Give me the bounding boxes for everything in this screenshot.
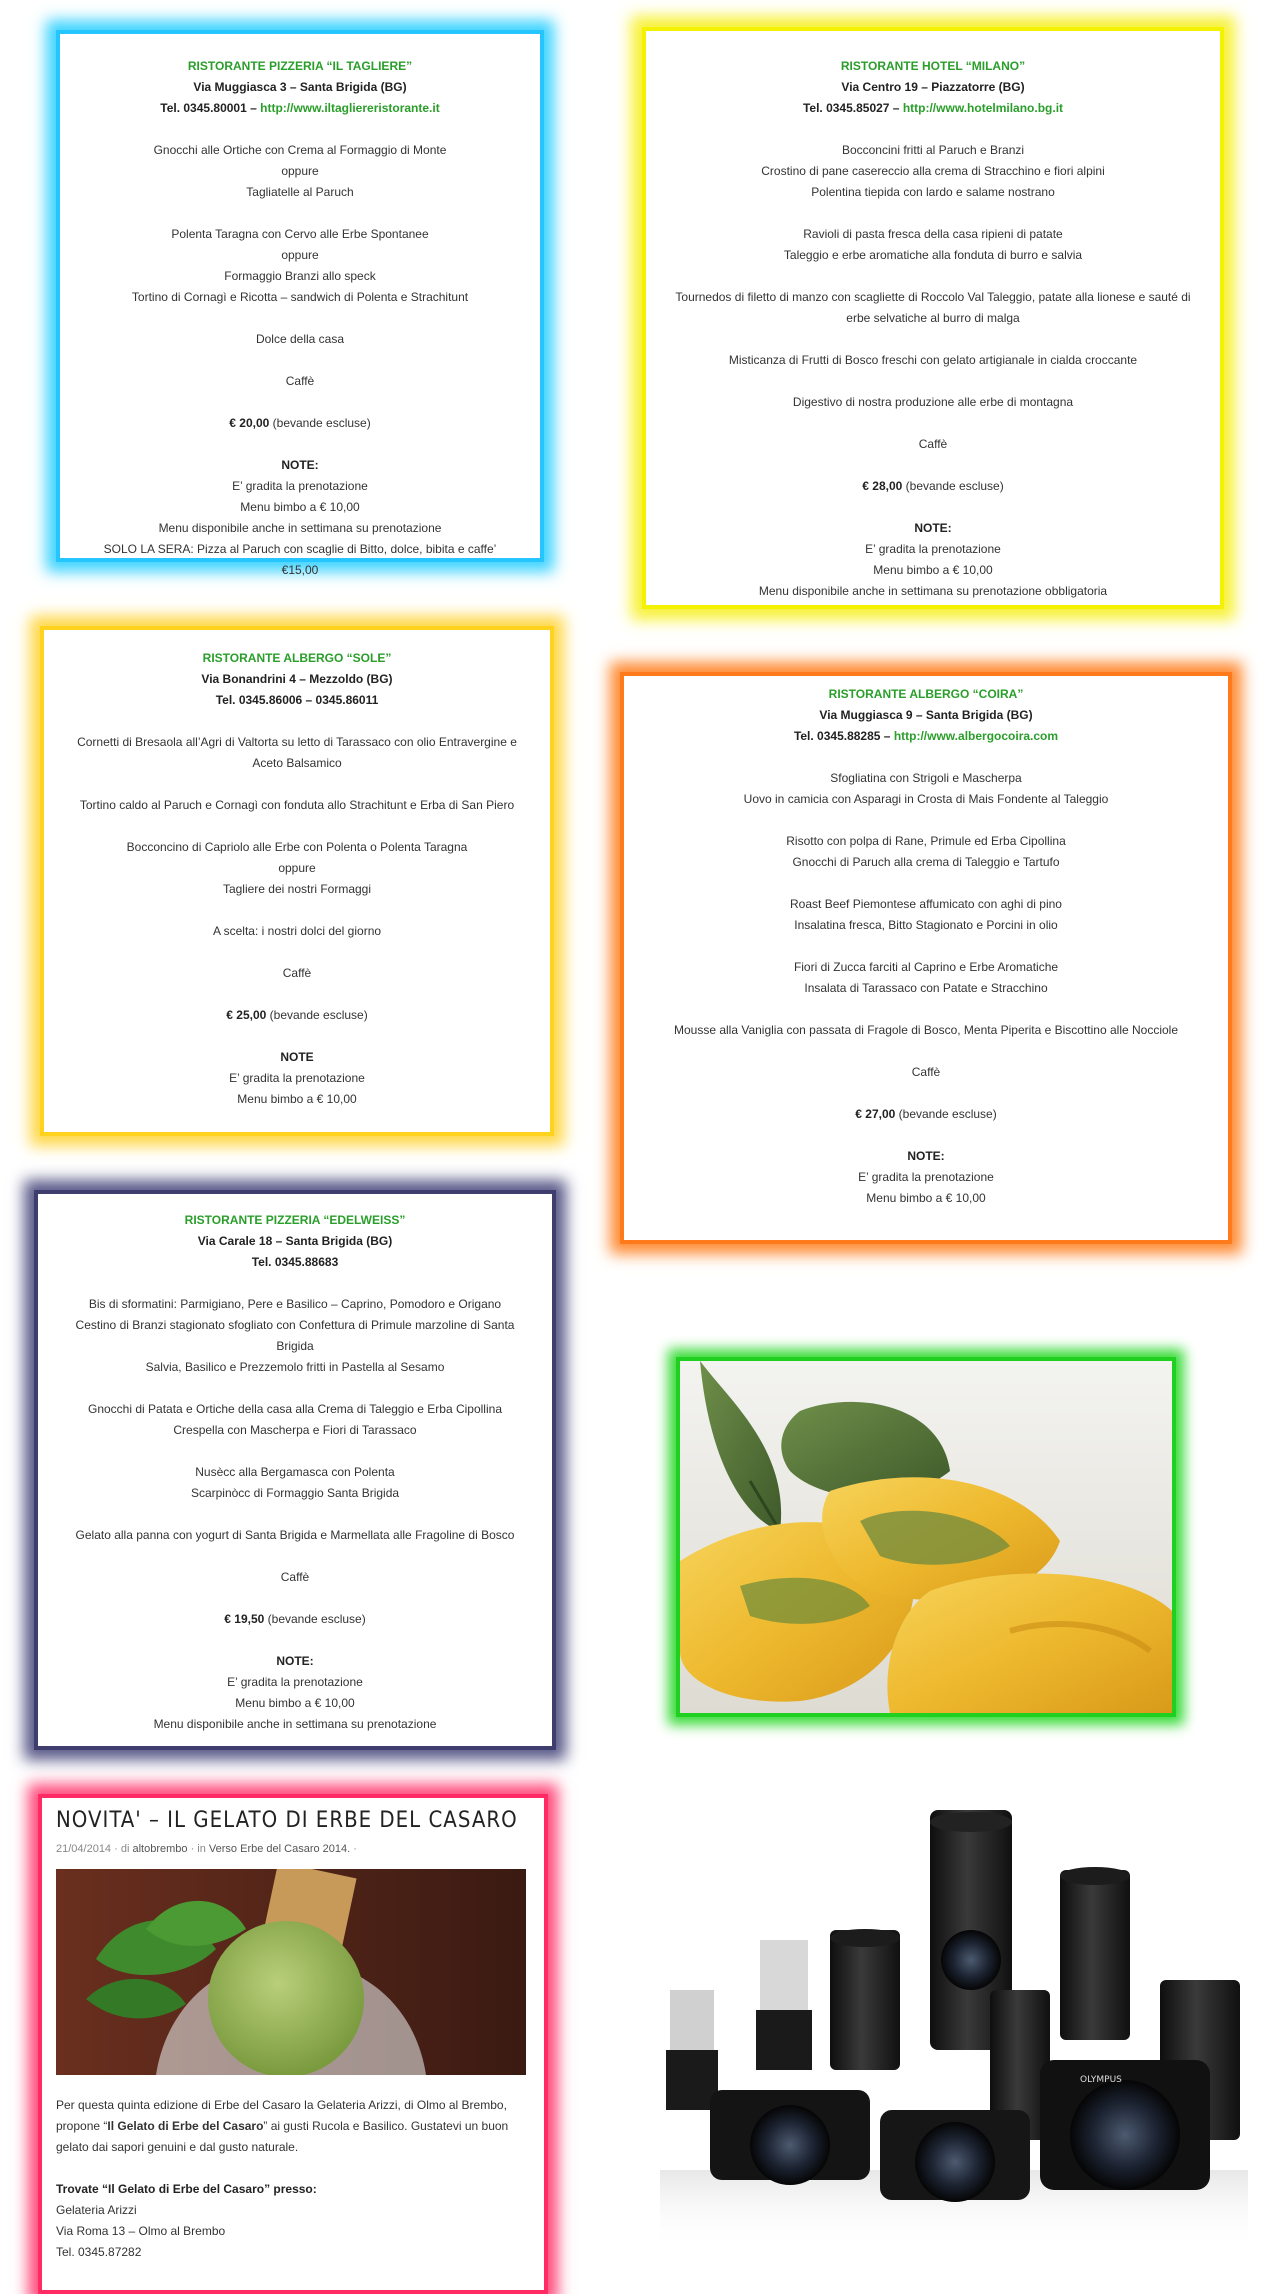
restaurant-phone: Tel. 0345.86006 – 0345.86011 xyxy=(215,693,379,707)
menu-spacer xyxy=(68,942,526,963)
restaurant-name: RISTORANTE PIZZERIA “IL TAGLIERE” xyxy=(187,59,413,73)
menu-line: Tagliatelle al Paruch xyxy=(246,185,354,199)
menu-line: Caffè xyxy=(918,437,948,451)
menu-line: Fiori di Zucca farciti al Caprino e Erbe Aromatiche xyxy=(793,960,1059,974)
shop-name: Gelateria Arizzi xyxy=(56,2203,137,2217)
menu-line: Caffè xyxy=(285,374,315,388)
menu-card-coira xyxy=(620,672,1232,1244)
menu-line: Gnocchi di Paruch alla crema di Taleggio e Tartufo xyxy=(792,855,1060,869)
restaurant-phone: Tel. 0345.85027 – xyxy=(802,101,900,115)
news-find-label: Trovate “Il Gelato di Erbe del Casaro” presso: xyxy=(56,2182,317,2196)
menu-line: Insalata di Tarassaco con Patate e Stracchino xyxy=(804,981,1048,995)
menu-line: Taleggio e erbe aromatiche alla fonduta di burro e salvia xyxy=(783,248,1083,262)
news-intro: Per questa quinta edizione di Erbe del Casaro la Gelateria Arizzi, di Olmo al Brembo, propone “Il Gelato di Erbe del Casaro” ai gusti Rucola e Basilico. Gustatevi un buon gelato dai sapori genuini e dal gusto naturale. xyxy=(56,2098,509,2154)
menu-line: Bis di sformatini: Parmigiano, Pere e Basilico – Caprino, Pomodoro e Origano xyxy=(88,1297,502,1311)
menu-line: SOLO LA SERA: Pizza al Paruch con scaglie di Bitto, dolce, bibita e caffe’ €15,00 xyxy=(103,542,497,577)
news-author-link[interactable]: altobrembo xyxy=(132,1843,188,1855)
menu-spacer xyxy=(84,308,516,329)
menu-line: Sfogliatina con Strigoli e Mascherpa xyxy=(830,771,1022,785)
menu-line: E’ gradita la prenotazione xyxy=(227,1675,363,1689)
restaurant-phone-line xyxy=(648,726,1204,747)
menu-card-milano xyxy=(642,27,1224,609)
menu-spacer xyxy=(62,1546,528,1567)
menu-line: Cornetti di Bresaola all’Agri di Valtorta su letto di Tarassaco con olio Entravergine e Aceto Balsamico xyxy=(77,735,517,770)
menu-line: Bocconcino di Capriolo alle Erbe con Polenta o Polenta Taragna xyxy=(126,840,468,854)
notes-list xyxy=(68,1068,526,1110)
menu-line: Polenta Taragna con Cervo alle Erbe Spontanee xyxy=(171,227,429,241)
camera-lenses-illustration xyxy=(660,1810,1248,2250)
menu-line: Polentina tiepida con lardo e salame nostrano xyxy=(811,185,1055,199)
menu-spacer xyxy=(68,774,526,795)
menu-line: Tortino di Cornagì e Ricotta – sandwich di Polenta e Strachitunt xyxy=(131,290,469,304)
menu-line: Gnocchi di Patata e Ortiche della casa alla Crema di Taleggio e Erba Cipollina xyxy=(87,1402,502,1416)
menu-line: E’ gradita la prenotazione xyxy=(232,479,368,493)
menu-line: Gelato alla panna con yogurt di Santa Brigida e Marmellata alle Fragoline di Bosco xyxy=(75,1528,515,1542)
menu-line: Caffè xyxy=(911,1065,941,1079)
cameras-photo xyxy=(660,1810,1248,2250)
notes-label: NOTE: xyxy=(281,458,319,472)
news-post xyxy=(38,1794,548,2294)
menu-line: Menu disponibile anche in settimana su prenotazione obbligatoria xyxy=(758,584,1108,598)
restaurant-website-link[interactable]: http://www.hotelmilano.bg.it xyxy=(902,101,1064,115)
menu-spacer xyxy=(670,329,1196,350)
menu-spacer xyxy=(648,810,1204,831)
news-by-label: di xyxy=(120,1843,130,1855)
menu-line: Mousse alla Vaniglia con passata di Fragole di Bosco, Menta Piperita e Biscottino alle Nocciole xyxy=(673,1023,1179,1037)
restaurant-address: Via Muggiasca 9 – Santa Brigida (BG) xyxy=(819,708,1033,722)
news-category-link[interactable]: Verso Erbe del Casaro 2014. xyxy=(208,1843,351,1855)
menu-line: Insalatina fresca, Bitto Stagionato e Porcini in olio xyxy=(794,918,1058,932)
ravioli-photo xyxy=(676,1357,1176,1717)
menu-line: Menu bimbo a € 10,00 xyxy=(866,1191,986,1205)
menu-line: Tournedos di filetto di manzo con scagliette di Roccolo Val Taleggio, patate alla lionese e sauté di erbe selvatiche al burro di malga xyxy=(675,290,1191,325)
menu-list xyxy=(648,768,1204,1083)
menu-line: Menu disponibile anche in settimana su prenotazione xyxy=(153,1717,437,1731)
menu-line: Menu disponibile anche in settimana su prenotazione xyxy=(158,521,442,535)
menu-price: € 27,00 (bevande escluse) xyxy=(855,1107,997,1121)
gelato-illustration xyxy=(56,1869,526,2075)
menu-spacer xyxy=(84,203,516,224)
notes-list xyxy=(84,476,516,581)
menu-card-tagliere xyxy=(56,30,544,577)
restaurant-phone: Tel. 0345.88683 xyxy=(251,1255,339,1269)
notes-label: NOTE: xyxy=(276,1654,314,1668)
menu-line: Crespella con Mascherpa e Fiori di Tarassaco xyxy=(173,1423,417,1437)
restaurant-name: RISTORANTE HOTEL “MILANO” xyxy=(840,59,1026,73)
menu-line: E’ gradita la prenotazione xyxy=(229,1071,365,1085)
menu-spacer xyxy=(62,1504,528,1525)
news-date[interactable]: 21/04/2014 xyxy=(56,1843,112,1855)
menu-line: Risotto con polpa di Rane, Primule ed Erba Cipollina xyxy=(786,834,1066,848)
menu-line: Menu bimbo a € 10,00 xyxy=(240,500,360,514)
menu-spacer xyxy=(62,1441,528,1462)
notes-list xyxy=(648,1167,1204,1209)
restaurant-address: Via Centro 19 – Piazzatorre (BG) xyxy=(841,80,1025,94)
news-title[interactable]: NOVITA' – IL GELATO DI ERBE DEL CASARO xyxy=(56,1808,518,1833)
restaurant-phone: Tel. 0345.88285 – xyxy=(793,729,891,743)
shop-address: Via Roma 13 – Olmo al Brembo xyxy=(56,2224,226,2238)
menu-line: Crostino di pane casereccio alla crema di Stracchino e fiori alpini xyxy=(761,164,1105,178)
menu-card-sole xyxy=(40,626,554,1136)
menu-line: Formaggio Branzi allo speck xyxy=(224,269,376,283)
menu-price: € 20,00 (bevande escluse) xyxy=(229,416,371,430)
menu-line: A scelta: i nostri dolci del giorno xyxy=(212,924,382,938)
restaurant-name: RISTORANTE PIZZERIA “EDELWEISS” xyxy=(184,1213,406,1227)
menu-spacer xyxy=(68,816,526,837)
menu-line: Caffè xyxy=(282,966,312,980)
menu-spacer xyxy=(62,1378,528,1399)
menu-spacer xyxy=(670,203,1196,224)
menu-spacer xyxy=(648,999,1204,1020)
notes-label: NOTE: xyxy=(914,521,952,535)
menu-line: Tortino caldo al Paruch e Cornagì con fonduta allo Strachitunt e Erba di San Piero xyxy=(79,798,515,812)
menu-line: Roast Beef Piemontese affumicato con aghi di pino xyxy=(790,897,1062,911)
menu-line: Bocconcini fritti al Paruch e Branzi xyxy=(841,143,1025,157)
menu-line: Gnocchi alle Ortiche con Crema al Formaggio di Monte xyxy=(153,143,447,157)
menu-line: oppure xyxy=(281,248,319,262)
notes-label: NOTE: xyxy=(907,1149,945,1163)
menu-price: € 28,00 (bevande escluse) xyxy=(862,479,1004,493)
menu-line: E’ gradita la prenotazione xyxy=(858,1170,994,1184)
menu-spacer xyxy=(68,900,526,921)
restaurant-name: RISTORANTE ALBERGO “SOLE” xyxy=(202,651,392,665)
menu-line: oppure xyxy=(281,164,319,178)
menu-line: Digestivo di nostra produzione alle erbe di montagna xyxy=(792,395,1074,409)
news-in-label: in xyxy=(197,1843,206,1855)
menu-line: Scarpinòcc di Formaggio Santa Brigida xyxy=(190,1486,400,1500)
menu-line: Ravioli di pasta fresca della casa ripieni di patate xyxy=(803,227,1063,241)
menu-card-edelweiss xyxy=(34,1190,556,1750)
menu-list xyxy=(670,140,1196,455)
menu-line: oppure xyxy=(278,861,316,875)
menu-price: € 19,50 (bevande escluse) xyxy=(224,1612,366,1626)
menu-price: € 25,00 (bevande escluse) xyxy=(226,1008,368,1022)
menu-line: Dolce della casa xyxy=(255,332,345,346)
restaurant-phone-line xyxy=(670,98,1196,119)
news-body xyxy=(56,2095,530,2263)
menu-line: Menu bimbo a € 10,00 xyxy=(235,1696,355,1710)
menu-line: Menu bimbo a € 10,00 xyxy=(873,563,993,577)
restaurant-address: Via Muggiasca 3 – Santa Brigida (BG) xyxy=(193,80,407,94)
notes-label: NOTE xyxy=(280,1050,314,1064)
menu-spacer xyxy=(670,413,1196,434)
menu-spacer xyxy=(670,266,1196,287)
menu-line: Uovo in camicia con Asparagi in Crosta di Mais Fondente al Taleggio xyxy=(743,792,1109,806)
camera-brand-label: OLYMPUS xyxy=(1080,2075,1122,2085)
menu-spacer xyxy=(648,1041,1204,1062)
notes-list xyxy=(62,1672,528,1735)
restaurant-address: Via Carale 18 – Santa Brigida (BG) xyxy=(197,1234,393,1248)
notes-list xyxy=(670,539,1196,602)
restaurant-address: Via Bonandrini 4 – Mezzoldo (BG) xyxy=(201,672,393,686)
restaurant-name: RISTORANTE ALBERGO “COIRA” xyxy=(828,687,1024,701)
restaurant-website-link[interactable]: http://www.albergocoira.com xyxy=(893,729,1059,743)
menu-spacer xyxy=(648,873,1204,894)
menu-line: Misticanza di Frutti di Bosco freschi con gelato artigianale in cialda croccante xyxy=(728,353,1138,367)
menu-line: Tagliere dei nostri Formaggi xyxy=(222,882,372,896)
menu-line: Nusècc alla Bergamasca con Polenta xyxy=(195,1465,395,1479)
menu-line: Cestino di Branzi stagionato sfogliato con Confettura di Primule marzoline di Santa Brigida xyxy=(75,1318,515,1353)
ravioli-illustration xyxy=(680,1361,1172,1713)
restaurant-website-link[interactable]: http://www.iltagliereristorante.it xyxy=(260,101,440,115)
menu-list xyxy=(68,732,526,984)
restaurant-phone: Tel. 0345.80001 – xyxy=(160,101,257,115)
menu-list xyxy=(84,140,516,392)
gelato-photo xyxy=(56,1869,526,2075)
news-meta: 21/04/2014 · di altobrembo · in Verso Erbe del Casaro 2014. · xyxy=(56,1843,357,1855)
restaurant-phone-line xyxy=(84,98,516,119)
menu-line: E’ gradita la prenotazione xyxy=(865,542,1001,556)
menu-spacer xyxy=(670,371,1196,392)
menu-line: Salvia, Basilico e Prezzemolo fritti in Pastella al Sesamo xyxy=(145,1360,445,1374)
menu-line: Menu bimbo a € 10,00 xyxy=(237,1092,357,1106)
menu-list xyxy=(62,1294,528,1588)
menu-spacer xyxy=(648,936,1204,957)
shop-phone: Tel. 0345.87282 xyxy=(56,2245,142,2259)
menu-line: Caffè xyxy=(280,1570,310,1584)
menu-spacer xyxy=(84,350,516,371)
